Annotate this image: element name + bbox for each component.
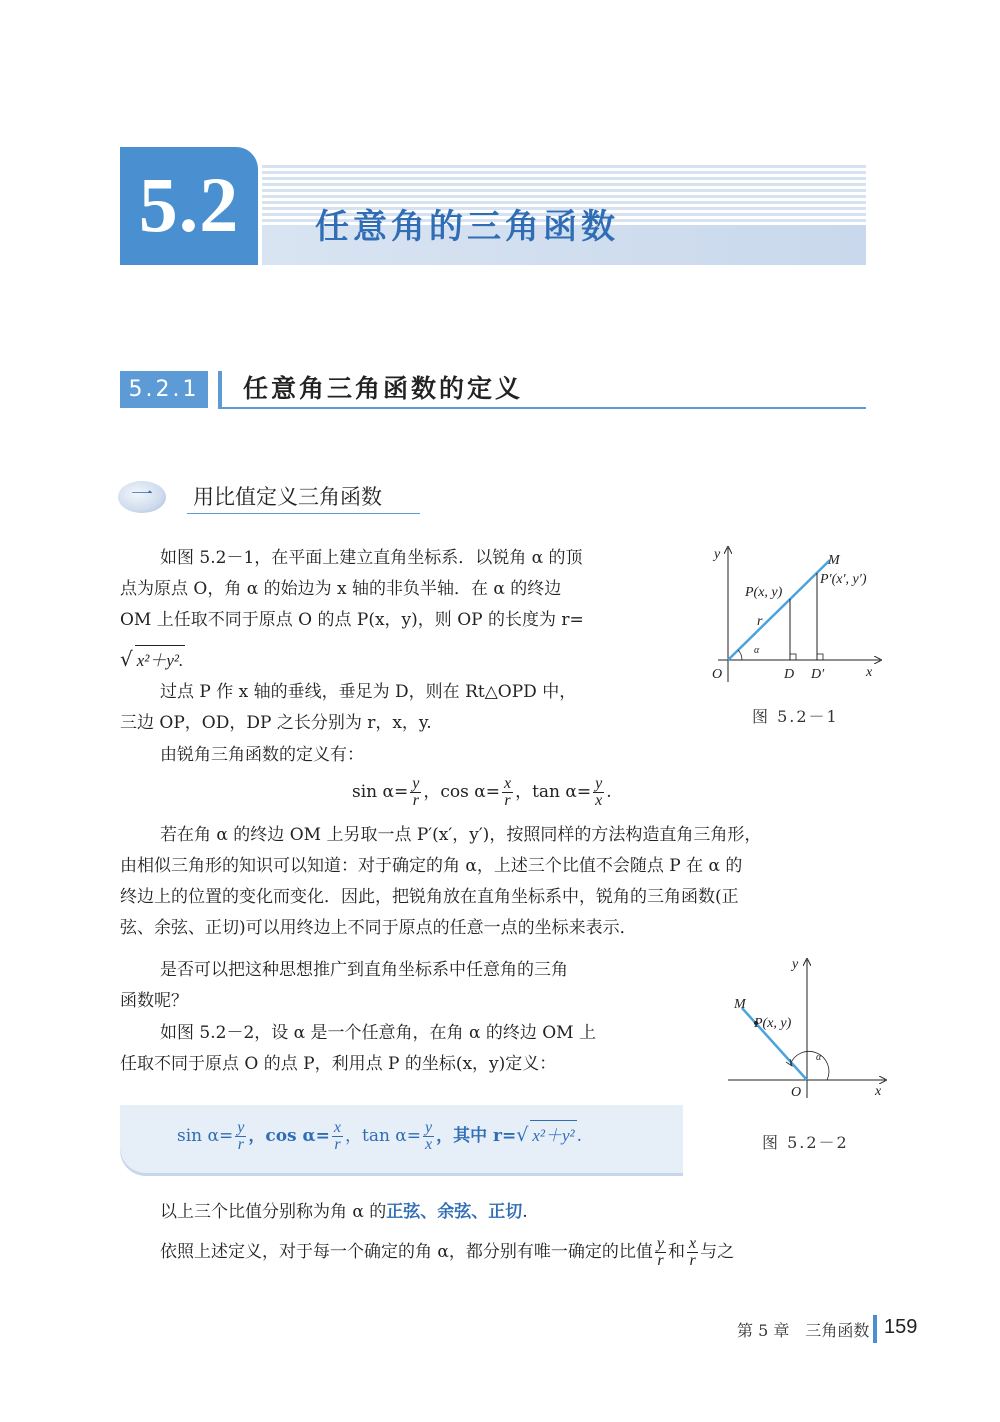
formula-tan: ，tan α= xyxy=(515,782,592,802)
subsection-number: 5.2.1 xyxy=(128,377,200,402)
def-radicand: x²＋y² xyxy=(530,1120,576,1151)
fig1-label-Pp: P′(x′, y′) xyxy=(820,572,867,587)
footer-divider xyxy=(873,1315,877,1343)
fraction-y-over-r: $\frac{y}{r}$ xyxy=(412,775,420,809)
para1-line1: 如图 5.2－1，在平面上建立直角坐标系．以锐角 α 的顶 xyxy=(160,548,583,568)
fig1-label-P: P(x, y) xyxy=(745,585,783,600)
fig1-label-Dp: D′ xyxy=(811,667,825,682)
formula-trig-ratios xyxy=(352,776,612,809)
figure-5-2-1 xyxy=(700,540,900,690)
para1-line4: √ x²＋y². xyxy=(120,644,185,676)
part-title: 用比值定义三角函数 xyxy=(193,485,382,509)
section-number: 5.2 xyxy=(138,161,240,248)
fig1-label-M: M xyxy=(828,553,840,568)
para6-line2: 任取不同于原点 O 的点 P，利用点 P 的坐标(x，y)定义： xyxy=(120,1054,557,1074)
figure-5-2-2 xyxy=(720,950,900,1100)
para2-line2: 三边 OP，OD，DP 之长分别为 r，x，y. xyxy=(120,713,432,733)
def-fraction-y-over-x: $\frac{y}{x}$ xyxy=(425,1119,433,1153)
formula-sin: sin α= xyxy=(352,782,409,802)
para1-line3: OM 上任取不同于原点 O 的点 P(x，y)，则 OP 的长度为 r= xyxy=(120,610,584,630)
def-end: . xyxy=(576,1126,583,1146)
fig2-label-O: O xyxy=(791,1085,802,1100)
fig1-label-x: x xyxy=(866,665,873,680)
def-cos: ，cos α= xyxy=(248,1126,330,1146)
fig2-label-M: M xyxy=(734,997,746,1012)
para8 xyxy=(160,1236,734,1269)
def-fraction-x-over-r: $\frac{x}{r}$ xyxy=(333,1119,341,1153)
para7 xyxy=(160,1197,528,1227)
right-angle-Dp xyxy=(817,654,823,660)
fraction-x-over-r: $\frac{x}{r}$ xyxy=(503,775,512,809)
sqrt-radicand: x²＋y². xyxy=(135,645,186,676)
para4-line2: 由相似三角形的知识可以知道：对于确定的角 α，上述三个比值不会随点 P 在 α 的 xyxy=(120,856,743,876)
para8-and: 和 xyxy=(668,1242,685,1262)
para7-text: 以上三个比值分别称为角 α 的 xyxy=(160,1202,387,1222)
para3: 由锐角三角函数的定义有： xyxy=(160,745,364,765)
part-number: 一 xyxy=(130,483,153,508)
angle-arc xyxy=(790,1051,829,1080)
angle-arc xyxy=(738,650,742,660)
def-sin: sin α= xyxy=(177,1126,234,1146)
para8-end: 与之 xyxy=(700,1242,735,1262)
terminal-side-OM xyxy=(728,560,830,660)
fig2-label-P: P(x, y) xyxy=(754,1016,792,1031)
definition-formula: sin α= $\frac{y}{r}$ ，cos α= $\frac{x}{r}$ ，tan α= $\frac{y}{x}$ ，其中 r=√ x²＋y² . xyxy=(177,1119,583,1153)
fig1-label-alpha: α xyxy=(754,645,760,656)
fig2-label-x: x xyxy=(875,1084,882,1099)
para4-line4: 弦、余弦、正切)可以用终边上不同于原点的任意一点的坐标来表示． xyxy=(120,918,637,938)
para8-fraction-y-over-r: $\frac{y}{r}$ xyxy=(656,1235,664,1269)
fig2-label-alpha: α xyxy=(816,1052,822,1063)
fraction-y-over-x: $\frac{y}{x}$ xyxy=(595,775,603,809)
subsection-divider xyxy=(218,371,222,408)
section-title: 任意角的三角函数 xyxy=(315,207,619,247)
def-where: ，其中 r= xyxy=(436,1126,517,1146)
def-fraction-y-over-r: $\frac{y}{r}$ xyxy=(237,1119,245,1153)
formula-end: . xyxy=(606,782,612,802)
fig1-label-D: D xyxy=(784,667,795,682)
para1-line2: 点为原点 O，角 α 的始边为 x 轴的非负半轴．在 α 的终边 xyxy=(120,579,562,599)
para5-line1: 是否可以把这种思想推广到直角坐标系中任意角的三角 xyxy=(160,960,568,980)
para7-terms: 正弦、余弦、正切 xyxy=(386,1202,523,1222)
figure-5-2-1-caption: 图 5.2－1 xyxy=(752,707,839,726)
part-underline xyxy=(187,513,420,514)
fig1-label-y: y xyxy=(714,547,721,562)
para5-line2: 函数呢？ xyxy=(120,991,188,1011)
fig2-label-y: y xyxy=(792,957,799,972)
subsection-title: 任意角三角函数的定义 xyxy=(243,374,524,403)
formula-cos: ，cos α= xyxy=(423,782,500,802)
fig1-label-r: r xyxy=(757,614,763,629)
para8-fraction-x-over-r: $\frac{x}{r}$ xyxy=(689,1235,697,1269)
subsection-underline xyxy=(218,407,866,409)
page-number: 159 xyxy=(884,1316,918,1338)
para8-text: 依照上述定义，对于每一个确定的角 α，都分别有唯一确定的比值 xyxy=(160,1242,653,1262)
para4-line3: 终边上的位置的变化而变化．因此，把锐角放在直角坐标系中，锐角的三角函数(正 xyxy=(120,887,739,907)
para7-end: . xyxy=(522,1202,528,1222)
def-tan: ，tan α= xyxy=(344,1126,422,1146)
footer-chapter: 第 5 章 三角函数 xyxy=(737,1321,870,1340)
figure-5-2-2-caption: 图 5.2－2 xyxy=(762,1133,849,1152)
fig1-label-O: O xyxy=(712,667,723,682)
para4-line1: 若在角 α 的终边 OM 上另取一点 P′(x′，y′)，按照同样的方法构造直角三角形， xyxy=(160,825,762,845)
right-angle-D xyxy=(790,654,796,660)
para6-line1: 如图 5.2－2，设 α 是一个任意角，在角 α 的终边 OM 上 xyxy=(160,1023,596,1043)
para2-line1: 过点 P 作 x 轴的垂线，垂足为 D，则在 Rt△OPD 中， xyxy=(160,682,577,702)
